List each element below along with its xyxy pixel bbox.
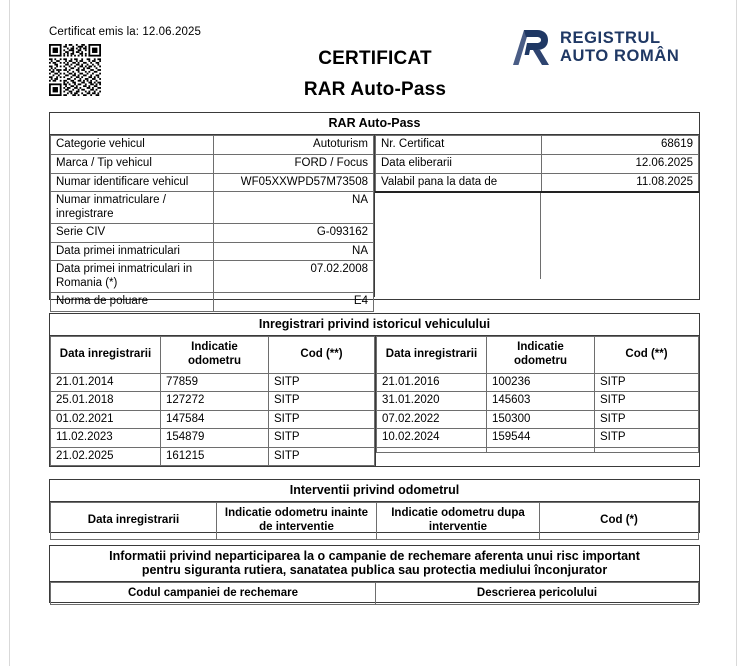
cell-code: SITP (269, 392, 375, 411)
document-header (0, 0, 750, 112)
cell-odometer: 145603 (487, 392, 595, 411)
row-value: NA (214, 192, 374, 224)
cell-odometer: 77859 (161, 373, 269, 392)
table-header-row (51, 582, 699, 605)
vehicle-history-section (49, 313, 700, 467)
table-row (376, 136, 699, 155)
vehicle-history-band: Inregistrari privind istoricul vehiculului (50, 314, 699, 336)
cell-date: 07.02.2022 (377, 410, 487, 429)
table-row (377, 392, 699, 411)
qr-code-icon (49, 44, 101, 96)
vehicle-info-section (49, 112, 700, 308)
cell-date: 21.01.2016 (377, 373, 487, 392)
logo-line-2: AUTO ROMÂN (560, 47, 680, 65)
col-intervention-code: Cod (*) (540, 503, 699, 539)
issue-date-line: Certificat emis la: 12.06.2025 (49, 26, 201, 38)
table-row (51, 173, 374, 192)
row-label: Norma de poluare (51, 293, 214, 312)
row-value: G-093162 (214, 224, 374, 243)
cell-odometer: 127272 (161, 392, 269, 411)
col-code: Cod (**) (269, 337, 375, 373)
col-code: Cod (**) (595, 337, 699, 373)
table-row (377, 410, 699, 429)
vehicle-info-right-empty-area (375, 193, 699, 279)
cell-code: SITP (595, 392, 699, 411)
vehicle-history-left-head (51, 337, 375, 373)
table-row (377, 429, 699, 448)
col-recall-code: Codul campaniei de rechemare (51, 582, 376, 605)
col-odometer-before: Indicatie odometru inainte de interventie (217, 503, 377, 539)
row-value: Autoturism (214, 136, 374, 155)
table-header-row (377, 337, 699, 373)
logo-line-1: REGISTRUL (560, 28, 661, 47)
odometer-interventions-table (50, 502, 699, 539)
row-value: 11.08.2025 (542, 173, 699, 192)
cell-odometer: 159544 (487, 429, 595, 448)
odometer-interventions-band: Interventii privind odometrul (50, 480, 699, 502)
cell-date: 31.01.2020 (377, 392, 487, 411)
cell-code: SITP (269, 373, 375, 392)
table-row (51, 293, 374, 312)
vehicle-history-left (50, 336, 376, 466)
vehicle-info-right-table (375, 135, 699, 193)
row-label: Numar inmatriculare / inregistrare (51, 192, 214, 224)
recall-band-line-2: pentru siguranta rutiera, sanatatea publica sau protectia mediului înconjurator (141, 563, 608, 578)
col-hazard-description: Descrierea pericolului (376, 582, 699, 605)
vehicle-info-left-body (51, 136, 374, 312)
cell-odometer: 161215 (161, 447, 269, 466)
col-registration-date: Data inregistrarii (377, 337, 487, 373)
vehicle-info-band: RAR Auto-Pass (50, 113, 699, 135)
row-label: Nr. Certificat (376, 136, 542, 155)
row-label: Data primei inmatriculari (51, 242, 214, 261)
recall-campaign-table (50, 582, 699, 606)
vehicle-history-right-table (376, 336, 699, 452)
table-row (377, 447, 699, 452)
vehicle-history-right (376, 336, 699, 466)
cell-code: SITP (595, 429, 699, 448)
vehicle-history-left-body (51, 373, 375, 466)
table-row (376, 173, 699, 192)
cell-odometer: 150300 (487, 410, 595, 429)
recall-campaign-band (50, 546, 699, 582)
recall-campaign-section (49, 545, 700, 603)
table-row (377, 373, 699, 392)
row-value: E4 (214, 293, 374, 312)
table-row (51, 410, 375, 429)
row-label: Data primei inmatriculari in Romania (*) (51, 261, 214, 293)
cell-date: 11.02.2023 (51, 429, 161, 448)
row-label: Numar identificare vehicul (51, 173, 214, 192)
table-row (51, 136, 374, 155)
table-row (51, 154, 374, 173)
cell-odometer: 154879 (161, 429, 269, 448)
row-value: 12.06.2025 (542, 154, 699, 173)
table-row (51, 192, 374, 224)
cell-date: 21.01.2014 (51, 373, 161, 392)
cell-date: 25.01.2018 (51, 392, 161, 411)
cell-date: 21.02.2025 (51, 447, 161, 466)
page-subtitle: RAR Auto-Pass (303, 79, 447, 100)
table-header-row (51, 337, 375, 373)
row-label: Valabil pana la data de (376, 173, 542, 192)
vehicle-info-right (375, 135, 699, 297)
cell-code: SITP (595, 410, 699, 429)
row-label: Data eliberarii (376, 154, 542, 173)
row-label: Marca / Tip vehicul (51, 154, 214, 173)
row-value: NA (214, 242, 374, 261)
vehicle-info-right-body (376, 136, 699, 192)
vehicle-info-left (50, 135, 375, 308)
vehicle-history-right-head (377, 337, 699, 373)
row-value: WF05XXWPD57M73508 (214, 173, 374, 192)
cell-code: SITP (269, 429, 375, 448)
cell-code: SITP (269, 447, 375, 466)
odometer-interventions-head (51, 503, 699, 539)
recall-band-line-1: Informatii privind neparticiparea la o campanie de rechemare aferenta unui risc important (109, 549, 640, 563)
cell-date: 10.02.2024 (377, 429, 487, 448)
vehicle-history-left-table (50, 336, 375, 466)
row-value: 68619 (542, 136, 699, 155)
table-row (51, 373, 375, 392)
registrul-auto-roman-logo-icon (509, 25, 553, 69)
vehicle-info-left-table (50, 135, 374, 312)
table-row (51, 429, 375, 448)
table-row (51, 392, 375, 411)
recall-campaign-head (51, 582, 699, 605)
cell-code: SITP (269, 410, 375, 429)
cell-odometer: 100236 (487, 373, 595, 392)
row-label: Categorie vehicul (51, 136, 214, 155)
cell-date: 01.02.2021 (51, 410, 161, 429)
cell-date (377, 447, 487, 452)
cell-code: SITP (595, 373, 699, 392)
col-intervention-date: Data inregistrarii (51, 503, 217, 539)
cell-code (595, 447, 699, 452)
table-row (376, 154, 699, 173)
col-odometer-reading: Indicatie odometru (161, 337, 269, 373)
cell-odometer (487, 447, 595, 452)
cell-odometer: 147584 (161, 410, 269, 429)
row-label: Serie CIV (51, 224, 214, 243)
table-header-row (51, 503, 699, 539)
table-row (51, 261, 374, 293)
odometer-interventions-section (49, 479, 700, 533)
rar-logo (509, 25, 679, 69)
table-row (51, 242, 374, 261)
col-registration-date: Data inregistrarii (51, 337, 161, 373)
page-title: CERTIFICAT (318, 48, 432, 69)
col-odometer-after: Indicatie odometru dupa interventie (377, 503, 540, 539)
col-odometer-reading: Indicatie odometru (487, 337, 595, 373)
row-value: 07.02.2008 (214, 261, 374, 293)
table-row (51, 447, 375, 466)
table-row (51, 224, 374, 243)
vehicle-history-right-body (377, 373, 699, 452)
row-value: FORD / Focus (214, 154, 374, 173)
